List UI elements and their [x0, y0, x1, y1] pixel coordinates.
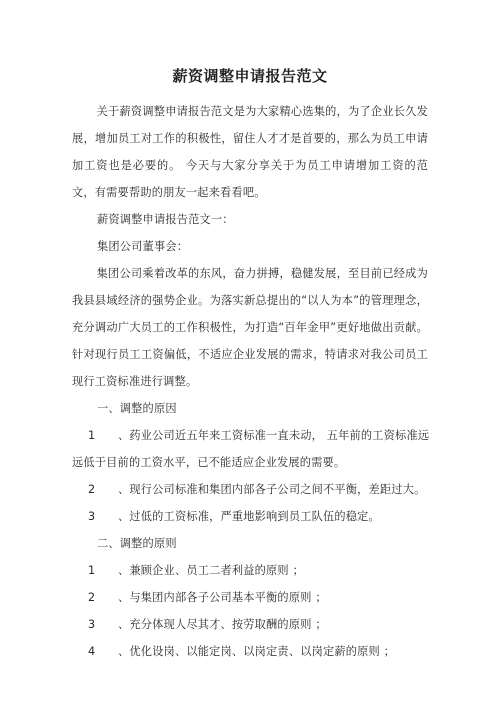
list-item-text: 、兼顾企业、员工二者利益的原则 ；	[118, 564, 304, 577]
list-item-number: 2	[88, 591, 96, 604]
list-item-number: 3	[88, 618, 96, 631]
list-item-text: 、现行公司标准和集团内部各子公司之间不平衡，差距过大。	[118, 483, 426, 496]
list-item-continuation: 远低于目前的工资水平，已不能适应企业发展的需要。	[72, 456, 346, 469]
list-item	[72, 422, 428, 476]
list-item-number: 4	[88, 645, 96, 658]
list-item	[72, 557, 428, 584]
list-item-number: 1	[88, 564, 96, 577]
section-heading-reasons: 一、调整的原因	[97, 402, 177, 415]
list-item	[72, 503, 428, 530]
list-item	[72, 584, 428, 611]
list-item	[72, 611, 428, 638]
list-item-text: 、与集团内部各子公司基本平衡的原则 ；	[118, 591, 327, 604]
list-item-number: 2	[88, 483, 96, 496]
section-heading-principles: 二、调整的原则	[97, 537, 177, 550]
list-item-text: 、充分体现人尽其才、按劳取酬的原则 ；	[118, 618, 327, 631]
list-item-number: 3	[88, 510, 96, 523]
list-item	[72, 476, 428, 503]
sample-heading: 薪资调整申请报告范文一：	[97, 213, 234, 226]
list-item-text: 、药业公司近五年来工资标准一直未动， 五年前的工资标准远	[118, 429, 430, 442]
list-item-text: 、过低的工资标准，严重地影响到员工队伍的稳定。	[118, 510, 380, 523]
list-item	[72, 638, 428, 665]
document-title: 薪资调整申请报告范文	[172, 67, 328, 85]
list-item-number: 1	[88, 429, 96, 442]
intro-paragraph: 关于薪资调整申请报告范文是为大家精心选集的，为了企业长久发展，增加员工对工作的积极性，留住人才才是首要的，那么为员工申请加工资也是必要的。 今天与大家分享关于为员工申请增加工资的范文，有需要帮助的朋友一起来看看吧。	[72, 105, 428, 199]
salutation: 集团公司董事会：	[97, 240, 189, 253]
list-item-text: 、优化设岗、以能定岗、以岗定责、以岗定薪的原则 ；	[118, 645, 396, 658]
body-paragraph: 集团公司乘着改革的东风，奋力拼搏，稳健发展，至目前已经成为我县县域经济的强势企业。为落实新总提出的“以人为本”的管理理念，充分调动广大员工的工作积极性，为打造“百年金甲”更好地做出贡献。针对现行员工工资偏低，不适应企业发展的需求，特请求对我公司员工现行工资标准进行调整。	[72, 267, 428, 388]
